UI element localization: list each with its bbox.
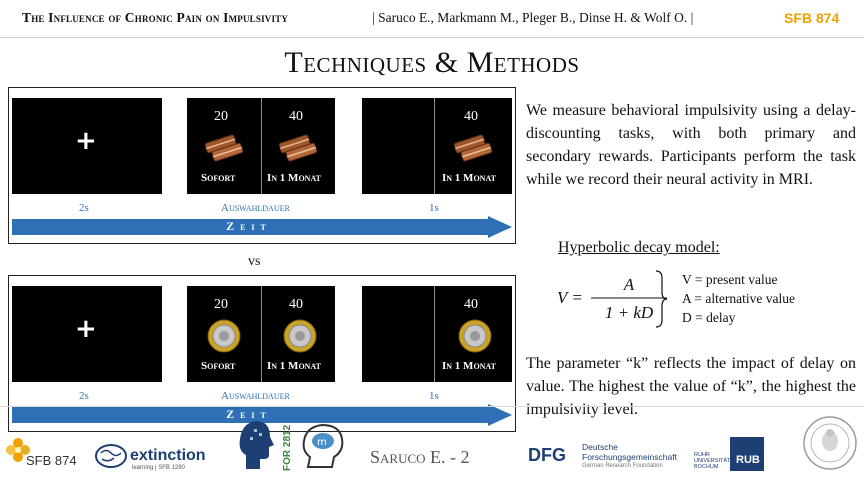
choice-screen [187, 98, 335, 194]
model-definitions [682, 270, 795, 327]
header-title: The Influence of Chronic Pain on Impulsivity [22, 10, 289, 25]
definition-a: A = alternative value [682, 291, 795, 306]
for-logo-text: FOR 2812 [282, 424, 293, 471]
euro-coin-icon [283, 319, 317, 353]
brain-icon [94, 443, 128, 469]
ruhr-university-text: RUHR UNIVERSITÄT BOCHUM [694, 452, 731, 470]
fixation-cross: + [75, 126, 97, 156]
presenter-slide-number: Saruco E. - 2 [370, 447, 470, 467]
delayed-label: In 1 Monat [267, 172, 321, 184]
fixation-cross: + [75, 314, 97, 344]
result-label: In 1 Monat [442, 360, 496, 372]
model-title: Hyperbolic decay model: [558, 239, 720, 256]
chocolate-wafer-icon [450, 131, 496, 165]
result-amount: 40 [464, 109, 478, 124]
formula-lhs: V = [557, 288, 583, 307]
time-label-choice: Auswahldauer [221, 202, 290, 214]
timeline-label: Zeit [226, 407, 272, 421]
result-screen [362, 98, 512, 194]
chocolate-wafer-icon [201, 131, 247, 165]
cloud-head-icon [300, 419, 346, 473]
delayed-label: In 1 Monat [267, 360, 321, 372]
extinction-logo-subtitle: learning | SFB 1280 [132, 465, 185, 471]
result-label: In 1 Monat [442, 172, 496, 184]
task-panel-primary-reward [8, 87, 516, 244]
dfg-logo-text: DFG [528, 445, 566, 465]
immediate-amount: 20 [214, 297, 228, 312]
choice-divider [261, 98, 262, 194]
formula-numerator: A [623, 275, 635, 294]
delayed-amount: 40 [289, 109, 303, 124]
timeline-label: Zeit [226, 219, 272, 233]
result-divider [434, 98, 435, 194]
result-divider [434, 286, 435, 382]
choice-screen [187, 286, 335, 382]
versus-label: vs [248, 254, 261, 269]
result-amount: 40 [464, 297, 478, 312]
svg-text:m: m [317, 437, 327, 448]
fixation-screen [12, 286, 162, 382]
method-description: We measure behavioral impulsivity using a delay-discounting tasks, with both primary and secondary rewards. Participants perform the task while we record their neural activity in MRI. [526, 102, 856, 188]
time-label-fixation: 2s [79, 390, 89, 402]
head-profile-icon [236, 411, 276, 473]
formula-denominator: 1 + kD [604, 303, 654, 322]
footer-bar [0, 406, 864, 480]
delayed-amount: 40 [289, 297, 303, 312]
choice-divider [261, 286, 262, 382]
result-screen [362, 286, 512, 382]
definition-v: V = present value [682, 272, 778, 287]
time-label-result: 1s [429, 202, 439, 214]
fixation-screen [12, 98, 162, 194]
brace-icon [654, 270, 668, 328]
rub-logo-text: RUB [736, 454, 760, 466]
parameter-description: The parameter “k” reflects the impact of delay on value. The highest the value of “k”, the highest the impulsivity level. [526, 355, 856, 418]
dfg-logo-subtitle: Deutsche Forschungsgemeinschaft German Research Foundation [582, 442, 677, 469]
sfb-logo-text: SFB 874 [26, 453, 77, 468]
university-seal-icon [802, 413, 858, 473]
euro-coin-icon [207, 319, 241, 353]
time-label-fixation: 2s [79, 202, 89, 214]
definition-d: D = delay [682, 310, 736, 325]
chocolate-wafer-icon [275, 131, 321, 165]
header-authors: | Saruco E., Markmann M., Pleger B., Dinse H. & Wolf O. | [372, 10, 694, 25]
immediate-label: Sofort [201, 172, 236, 184]
header-sfb-label: SFB 874 [784, 10, 840, 26]
slide-title: Techniques & Methods [284, 46, 580, 79]
header-bar [0, 0, 864, 38]
time-label-result: 1s [429, 390, 439, 402]
immediate-amount: 20 [214, 109, 228, 124]
for-logo [276, 413, 296, 473]
extinction-logo-text: extinction [130, 447, 206, 464]
euro-coin-icon [458, 319, 492, 353]
immediate-label: Sofort [201, 360, 236, 372]
time-label-choice: Auswahldauer [221, 390, 290, 402]
